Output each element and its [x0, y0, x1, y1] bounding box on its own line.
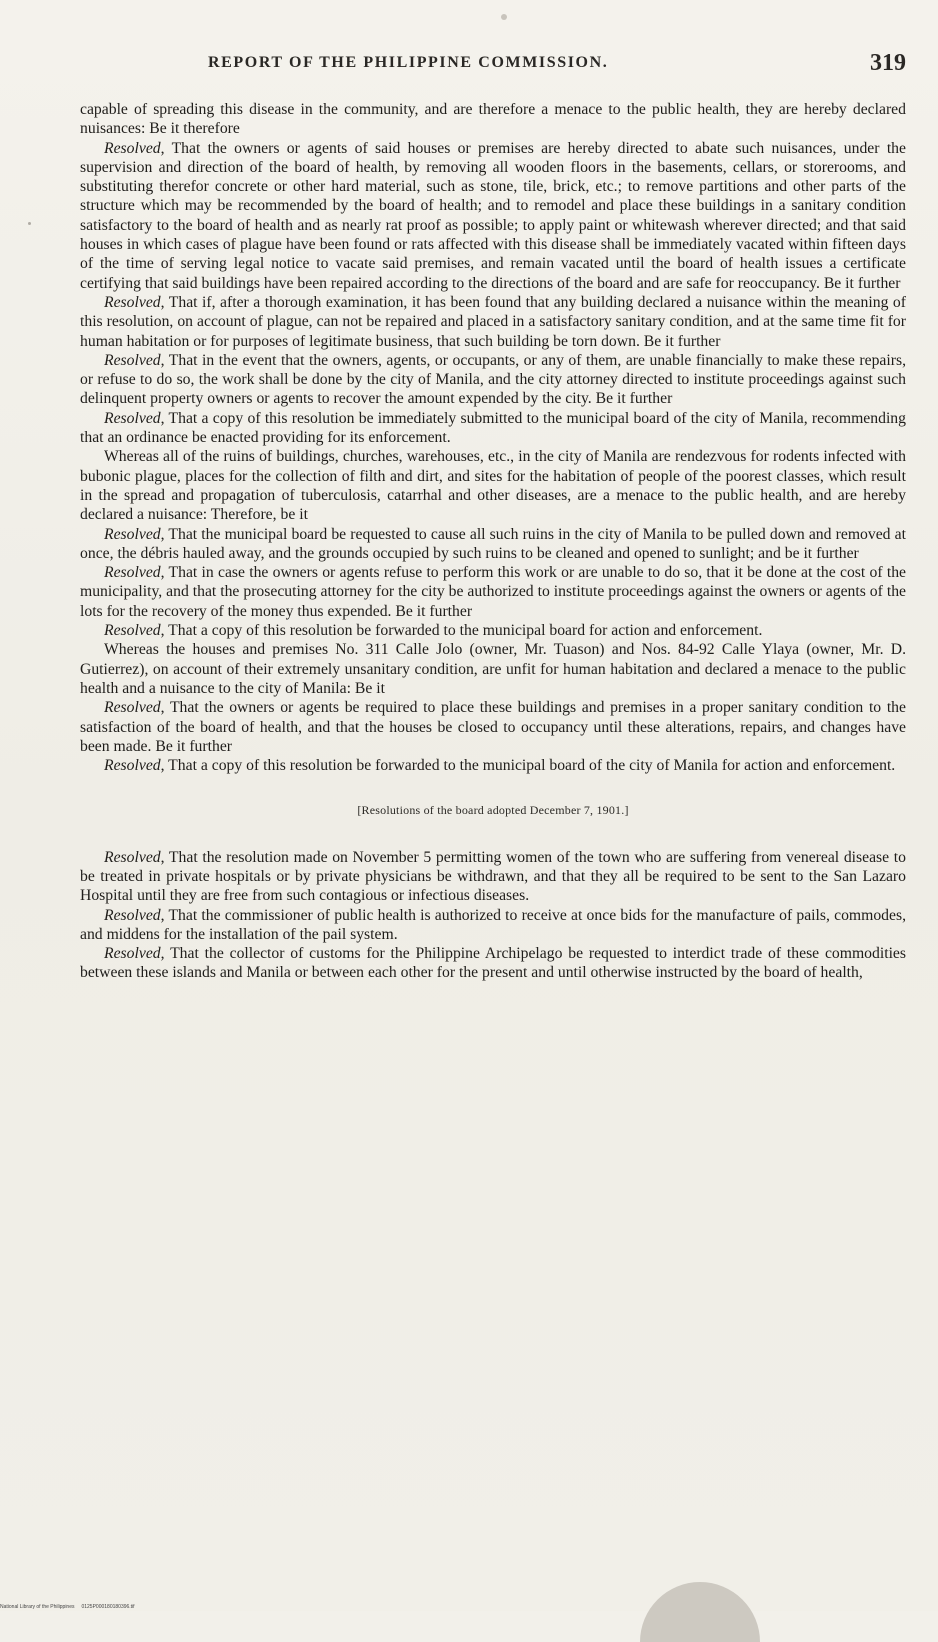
paragraph: [80, 640, 906, 698]
paragraph: [80, 906, 906, 945]
paragraph-body: , That the owners or agents be required to place these buildings and premises in a proper sanitary condition to the satisfaction of the board of health, and that the houses be closed to occupancy until these alterations, repairs, and changes have been made. Be it further: [80, 699, 906, 755]
paragraph: [80, 447, 906, 524]
paragraph: [80, 944, 906, 983]
paragraph-lead: Resolved: [104, 622, 161, 640]
paragraph-lead: Resolved: [104, 564, 161, 582]
paragraph-body: , That the commissioner of public health is authorized to receive at once bids for the manufacture of pails, commodes, and middens for the installation of the pail system.: [80, 906, 906, 943]
paragraph-body: , That the owners or agents of said houses or premises are hereby directed to abate such nuisances, under the supervision and direction of the board of health, by removing all wooden floors in the basements, cellars, or storerooms, and substituting therefor concrete or other hard material, such as stone, tile, brick, etc.; to remove partitions and other parts of the structure which may be recommended by the board of health; and to remodel and place these buildings in a sanitary condition satisfactory to the board of health and as nearly rat proof as possible; to apply paint or whitewash wherever directed; and that said houses in which cases of plague have been found or rats affected with this disease shall be immediately vacated within fifteen days of the time of serving legal notice to vacate said premises, and remain vacated until the board of health issues a certificate certifying that said buildings have been repaired according to the directions of the board and are safe for reoccupancy. Be it further: [80, 139, 906, 292]
paragraph-body: Whereas the houses and premises No. 311 Calle Jolo (owner, Mr. Tuason) and Nos. 84-92 Calle Ylaya (owner, Mr. D. Gutierrez), on account of their extremely unsanitary condition, are unfit for human habitation and declared a menace to the public health and a nuisance to the city of Manila: Be it: [80, 641, 906, 697]
paragraph-body: capable of spreading this disease in the community, and are therefore a menace to the public health, they are hereby declared nuisances: Be it therefore: [80, 101, 906, 138]
paragraph-lead: Resolved: [104, 139, 161, 157]
paragraph-body: , That in case the owners or agents refuse to perform this work or are unable to do so, that it be done at the cost of the municipality, and that the prosecuting attorney for the city be authorized to institute proceedings against the owners or agents of the lots for the recovery of the money thus expended. Be it further: [80, 564, 906, 620]
paragraph: [80, 139, 906, 293]
page-number: 319: [870, 50, 906, 76]
body-text: [80, 100, 906, 983]
section-caption: [Resolutions of the board adopted December 7, 1901.]: [357, 803, 629, 818]
paragraph: [80, 756, 906, 775]
scan-id: 0125P000180180396.tif: [81, 1604, 135, 1610]
paragraph: [80, 293, 906, 351]
paragraph-body: , That a copy of this resolution be forwarded to the municipal board for action and enforcement.: [160, 622, 763, 640]
paragraph-lead: Resolved: [104, 293, 161, 311]
scan-footer: [0, 1604, 135, 1610]
paragraph: [80, 698, 906, 756]
paragraph: [80, 100, 906, 139]
page-speck: [501, 14, 507, 20]
paragraph: [80, 351, 906, 409]
paragraph-body: , That the collector of customs for the Philippine Archipelago be requested to interdict trade of these commodities between these islands and Manila or between each other for the present and until otherwise instructed by the board of health,: [80, 945, 906, 982]
running-head: REPORT OF THE PHILIPPINE COMMISSION.: [208, 54, 609, 71]
paragraph-body: , That the municipal board be requested to cause all such ruins in the city of Manila to be pulled down and removed at once, the débris hauled away, and the grounds occupied by such ruins to be cleaned and opened to sunlight; and be it further: [80, 525, 906, 562]
paragraph-lead: Resolved: [104, 409, 161, 427]
paragraph: [80, 563, 906, 621]
paragraph-lead: Resolved: [104, 699, 161, 717]
paragraph-body: , That the resolution made on November 5 permitting women of the town who are suffering from venereal disease to be treated in private hospitals or by private physicians be withdrawn, and that they all be required to be sent to the San Lazaro Hospital until they are free from such contagious or infectious diseases.: [80, 848, 906, 905]
paragraph-lead: Resolved: [104, 906, 161, 924]
paragraph-lead: Resolved: [104, 945, 161, 963]
paragraph-body: , That a copy of this resolution be forwarded to the municipal board of the city of Manila for action and enforcement.: [160, 757, 896, 775]
paragraph-body: Whereas all of the ruins of buildings, churches, warehouses, etc., in the city of Manila are rendezvous for rodents infected with bubonic plague, places for the collection of filth and dirt, and sites for the habitation of people of the poorest classes, which result in the spread and propagation of tuberculosis, catarrhal and other diseases, are a menace to the public health, and are hereby declared a nuisance: Therefore, be it: [80, 448, 906, 524]
paragraph-lead: Resolved: [104, 351, 161, 369]
paragraph-body: , That in the event that the owners, agents, or occupants, or any of them, are unable financially to make these repairs, or refuse to do so, the work shall be done by the city of Manila, and the city attorney directed to institute proceedings against such delinquent property owners or agents to recover the amount expended by the city. Be it further: [80, 351, 906, 408]
paragraph-body: , That if, after a thorough examination, it has been found that any building declared a nuisance within the meaning of this resolution, on account of plague, can not be repaired and placed in a satisfactory sanitary condition, and at the same time fit for human habitation or for purposes of legitimate business, that such building be torn down. Be it further: [80, 293, 906, 350]
paragraph: [80, 525, 906, 564]
scanner-thumb-shadow: [640, 1582, 760, 1642]
page-header: [80, 50, 906, 80]
paragraph-body: , That a copy of this resolution be immediately submitted to the municipal board of the city of Manila, recommending that an ordinance be enacted providing for its enforcement.: [80, 409, 906, 447]
library-credit: National Library of the Philippines: [0, 1604, 75, 1610]
paragraph: [80, 848, 906, 906]
paragraph-lead: Resolved: [104, 525, 161, 543]
margin-speck: [28, 222, 31, 225]
paragraph: [80, 621, 906, 640]
paragraph: [80, 409, 906, 448]
paragraph-lead: Resolved: [104, 757, 161, 775]
paragraph-lead: Resolved: [104, 848, 161, 866]
